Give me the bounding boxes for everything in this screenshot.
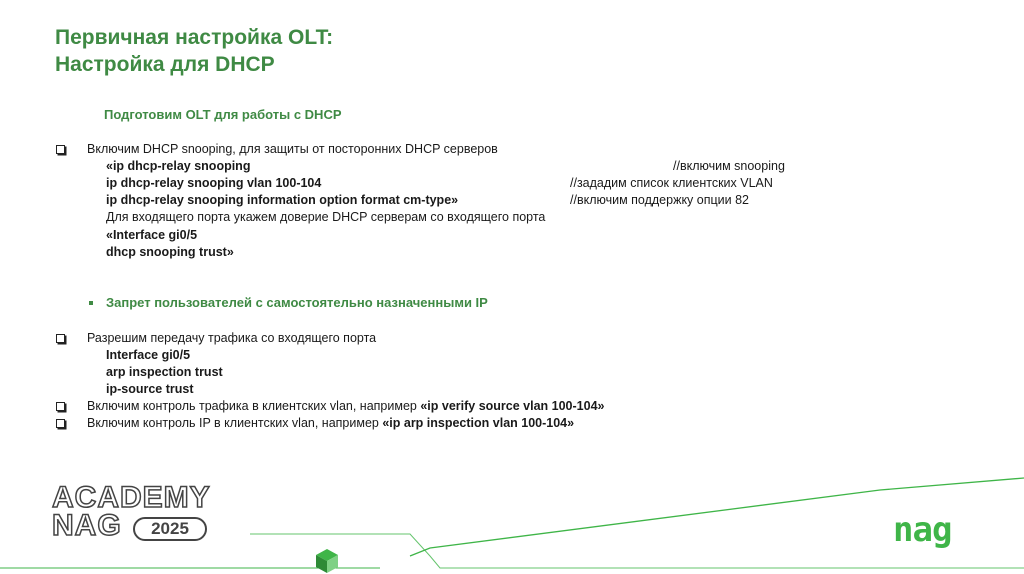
section1-cmd2-comment: //зададим список клиентских VLAN: [570, 176, 773, 190]
section1-cmd4: «Interface gi0/5: [106, 228, 198, 242]
section3-bullet: Разрешим передачу трафика со входящего порта: [87, 331, 377, 345]
section3-bullet3-cmd: «ip arp inspection vlan 100-104»: [382, 416, 575, 430]
checkbox-bullet-icon: [56, 334, 65, 343]
subtitle: Подготовим OLT для работы с DHCP: [104, 107, 342, 122]
section1-bullet: Включим DHCP snooping, для защиты от посторонних DHCP серверов: [87, 142, 498, 156]
page-title: [55, 24, 333, 78]
section3-bullet3-text: Включим контроль IP в клиентских vlan, например: [87, 416, 383, 430]
title-line-2: Настройка для DHCP: [55, 53, 275, 76]
section3-cmd2: arp inspection trust: [106, 365, 223, 379]
square-bullet-icon: [89, 301, 93, 305]
section3-cmd1: Interface gi0/5: [106, 348, 191, 362]
section3-bullet2: [87, 398, 604, 415]
academy-logo-text: ACADEMY: [52, 481, 211, 514]
checkbox-bullet-icon: [56, 419, 65, 428]
section1-cmd1: «ip dhcp-relay snooping: [106, 159, 251, 173]
section3-bullet2-cmd: «ip verify source vlan 100-104»: [420, 399, 605, 413]
section1-cmd1-comment: //включим snooping: [673, 159, 785, 173]
section1-note: Для входящего порта укажем доверие DHCP серверам со входящего порта: [106, 210, 546, 224]
section3-bullet3: [87, 415, 574, 432]
cube-logo-icon: [316, 549, 338, 573]
section3-bullet2-text: Включим контроль трафика в клиентских vlan, например: [87, 399, 421, 413]
checkbox-bullet-icon: [56, 402, 65, 411]
section3-cmd3: ip-source trust: [106, 382, 194, 396]
section1-cmd2: ip dhcp-relay snooping vlan 100-104: [106, 176, 322, 190]
nag-brand-logo: nag: [893, 510, 952, 550]
section2-heading: Запрет пользователей с самостоятельно назначенными IP: [106, 295, 488, 310]
section1-cmd5: dhcp snooping trust»: [106, 245, 234, 259]
section1-cmd3: ip dhcp-relay snooping information option format cm-type»: [106, 193, 459, 207]
academy-logo-nag: NAG: [52, 509, 122, 542]
title-line-1: Первичная настройка OLT:: [55, 26, 334, 49]
section1-cmd3-comment: //включим поддержку опции 82: [570, 193, 750, 207]
academy-logo-year: 2025: [133, 517, 207, 541]
checkbox-bullet-icon: [56, 145, 65, 154]
